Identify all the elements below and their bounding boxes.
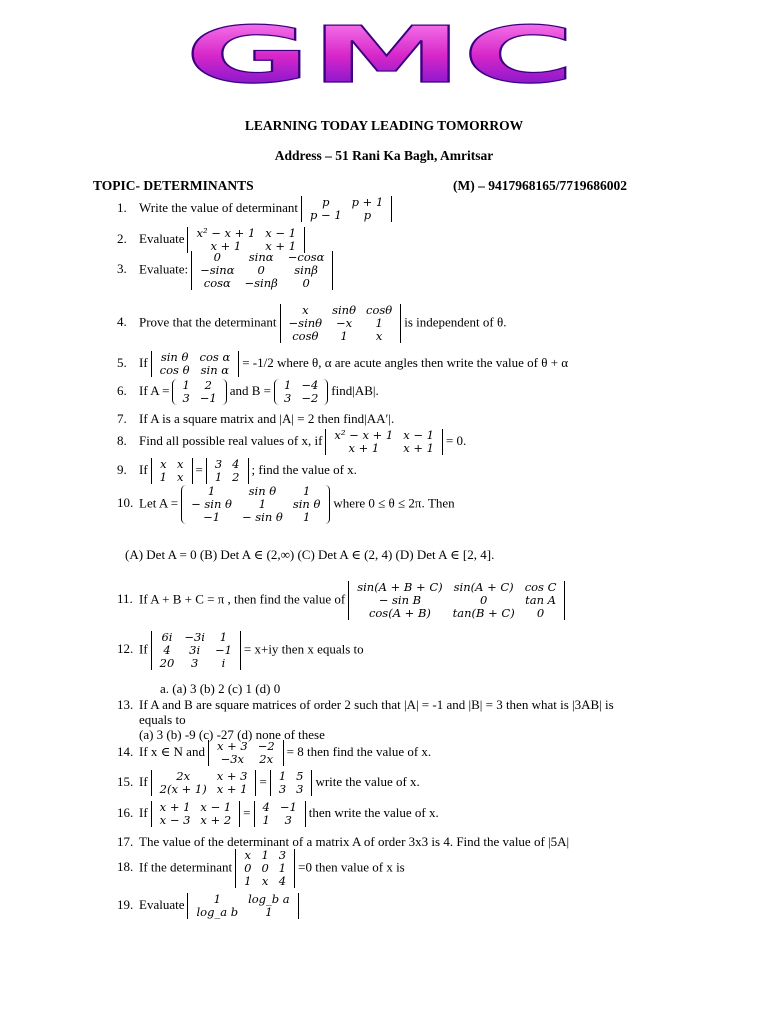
matrix-cell: 4 xyxy=(232,457,240,471)
matrix-cell: x − 1 xyxy=(200,800,232,814)
matrix-cell: 3 xyxy=(182,391,190,405)
matrix-cell: x + 1 xyxy=(403,441,434,455)
q12-options: a. (a) 3 (b) 2 (c) 1 (d) 0 xyxy=(160,681,281,696)
matrix-cell: x xyxy=(160,457,167,471)
matrix-cell: 1 xyxy=(244,873,252,888)
matrix-cell: 1 xyxy=(265,905,273,919)
matrix-cell: sinα xyxy=(248,249,274,264)
question-number: 3. xyxy=(117,260,127,276)
matrix-cell: 3 xyxy=(214,457,223,471)
determinant xyxy=(348,581,565,620)
matrix-cell: sin θ xyxy=(248,483,277,498)
question-text: If xyxy=(139,804,148,820)
matrix-cell: i xyxy=(221,655,226,670)
matrix-cell: 1 xyxy=(258,496,267,511)
matrix-cell: − sin B xyxy=(378,592,422,607)
matrix-cell: 1 xyxy=(182,378,190,392)
matrix-cell: sin(A + B + C) xyxy=(357,579,443,594)
question-text: where 0 ≤ θ ≤ 2π. Then xyxy=(333,494,455,510)
question-text: Write the value of determinant xyxy=(139,199,299,215)
address: Address – 51 Rani Ka Bagh, Amritsar xyxy=(274,148,494,163)
matrix-cell: p xyxy=(363,208,372,222)
matrix-cell: x + 1 xyxy=(348,441,380,455)
determinant xyxy=(151,801,241,827)
matrix-cell: −2 xyxy=(301,391,319,405)
matrix-cell: 1 xyxy=(302,509,311,524)
determinant xyxy=(151,351,240,377)
matrix-cell: x² − x + 1 xyxy=(334,428,394,442)
matrix-cell: 4 xyxy=(262,800,270,814)
matrix-cell: sin θ xyxy=(160,350,189,364)
matrix-cell: 5 xyxy=(296,769,304,783)
determinant xyxy=(208,740,284,766)
determinant xyxy=(235,849,295,888)
matrix-cell: x + 1 xyxy=(159,800,191,814)
matrix-cell: 2 xyxy=(232,470,240,484)
question-number: 10. xyxy=(117,494,134,510)
determinant xyxy=(151,458,193,484)
mobile-numbers: (M) – 9417968165/7719686002 xyxy=(453,178,627,193)
question-6 xyxy=(117,379,379,405)
determinant xyxy=(151,631,241,670)
matrix-cell: p − 1 xyxy=(310,208,342,222)
question-15 xyxy=(117,770,420,796)
matrix-cell: sin α xyxy=(200,363,230,377)
question-text: = x+iy then x equals to xyxy=(243,640,364,656)
question-number: 11. xyxy=(117,590,133,606)
question-number: 8. xyxy=(117,432,127,448)
q13-continuation: equals to xyxy=(139,712,186,727)
question-number: 4. xyxy=(117,313,127,329)
question-8 xyxy=(117,429,466,455)
matrix-cell: sinβ xyxy=(294,262,318,277)
matrix-cell: 4 xyxy=(163,642,171,657)
question-text: Evaluate xyxy=(139,896,185,912)
matrix-cell: 0 xyxy=(536,605,545,620)
matrix-cell: cos θ xyxy=(159,363,190,377)
matrix-cell: 3i xyxy=(189,642,201,657)
matrix-cell: 1 xyxy=(284,378,292,392)
question-2 xyxy=(117,227,308,253)
matrix xyxy=(172,379,226,405)
question-text: If xyxy=(139,640,148,656)
question-text: If xyxy=(139,354,148,370)
matrix-cell: p + 1 xyxy=(351,195,384,209)
matrix xyxy=(181,485,330,524)
question-text: then write the value of x. xyxy=(308,804,439,820)
matrix-cell: 1 xyxy=(159,470,167,484)
matrix-cell: 2(x + 1) xyxy=(159,782,207,796)
question-text: is independent of θ. xyxy=(404,313,507,329)
matrix-cell: −3i xyxy=(184,629,205,644)
question-3 xyxy=(117,251,336,290)
matrix-cell: x² − x + 1 xyxy=(196,226,256,240)
question-text: = xyxy=(195,461,203,477)
matrix-cell: 0 xyxy=(244,860,252,875)
q10-options: (A) Det A = 0 (B) Det A ∈ (2,∞) (C) Det A ∈ (2, 4) (D) Det A ∈ [2, 4]. xyxy=(125,547,495,562)
question-18 xyxy=(117,849,405,888)
question-text: If A + B + C = π , then find the value of xyxy=(139,590,346,606)
matrix-cell: −cosα xyxy=(287,249,325,264)
matrix-cell: −x xyxy=(335,315,353,330)
matrix-cell: 0 xyxy=(213,249,221,264)
matrix-cell: x + 2 xyxy=(200,813,232,827)
matrix-cell: cosα xyxy=(203,275,231,290)
question-text: The value of the determinant of a matrix A of order 3x3 is 4. Find the value of |5A| xyxy=(139,834,570,849)
matrix-cell: −sinθ xyxy=(288,315,323,330)
matrix-cell: 3 xyxy=(190,655,199,670)
question-text: Evaluate xyxy=(139,230,185,246)
q13-options: (a) 3 (b) -9 (c) -27 (d) none of these xyxy=(139,727,325,742)
question-10 xyxy=(117,485,455,524)
matrix-cell: 4 xyxy=(278,873,287,888)
matrix-cell: −1 xyxy=(214,642,232,657)
matrix-cell: x xyxy=(177,457,184,471)
question-text: Evaluate: xyxy=(139,260,189,276)
matrix-cell: x + 1 xyxy=(216,782,248,796)
matrix-cell: 1 xyxy=(207,483,216,498)
matrix-cell: 1 xyxy=(278,769,287,783)
question-number: 13. xyxy=(117,697,134,712)
question-text: If the determinant xyxy=(139,858,233,874)
question-text: write the value of x. xyxy=(315,773,420,789)
matrix-cell: 1 xyxy=(213,892,221,906)
question-number: 18. xyxy=(117,858,134,874)
question-9 xyxy=(117,458,357,484)
question-11 xyxy=(117,581,568,620)
matrix-cell: 3 xyxy=(278,782,287,796)
matrix-cell: sin θ xyxy=(292,496,321,511)
question-number: 17. xyxy=(117,834,134,849)
matrix-cell: x + 1 xyxy=(210,239,242,253)
question-number: 12. xyxy=(117,640,134,656)
matrix-cell: 0 xyxy=(261,860,269,875)
matrix-cell: 3 xyxy=(284,391,292,405)
question-text: =0 then value of x is xyxy=(298,858,405,874)
question-text: Find all possible real values of x, if xyxy=(139,432,323,448)
logo-text: GMC xyxy=(185,18,575,93)
determinant xyxy=(280,304,402,343)
matrix-cell: 1 xyxy=(302,483,311,498)
matrix-cell: x + 3 xyxy=(216,739,248,753)
matrix-cell: 1 xyxy=(375,315,383,330)
determinant xyxy=(325,429,443,455)
matrix-cell: x − 1 xyxy=(265,226,297,240)
question-1 xyxy=(117,196,395,222)
matrix-cell: 1 xyxy=(340,328,348,343)
matrix xyxy=(274,379,328,405)
matrix-cell: − sin θ xyxy=(241,509,283,524)
matrix-cell: 3 xyxy=(278,847,287,862)
question-number: 19. xyxy=(117,896,134,912)
question-text: If xyxy=(139,461,148,477)
matrix-cell: −sinβ xyxy=(244,275,278,290)
matrix-cell: 3 xyxy=(296,782,304,796)
matrix-cell: 2 xyxy=(204,378,212,392)
matrix-cell: 2x xyxy=(259,752,274,766)
tagline: LEARNING TODAY LEADING TOMORROW xyxy=(244,118,524,133)
question-text: Prove that the determinant xyxy=(139,313,277,329)
question-text: = xyxy=(243,804,251,820)
gmc-logo xyxy=(180,18,580,93)
question-16 xyxy=(117,801,439,827)
question-text: = xyxy=(259,773,267,789)
matrix-cell: cos(A + B) xyxy=(368,605,431,620)
matrix-cell: 1 xyxy=(261,847,269,862)
matrix-cell: x − 1 xyxy=(403,428,434,442)
matrix-cell: −4 xyxy=(301,378,319,392)
question-number: 2. xyxy=(117,230,127,246)
matrix-cell: −1 xyxy=(203,509,221,524)
matrix-cell: −3x xyxy=(220,752,245,766)
question-text: If x ∈ N and xyxy=(139,743,205,759)
matrix-cell: x + 3 xyxy=(216,769,248,783)
question-text: ; find the value of x. xyxy=(251,461,357,477)
question-text: If xyxy=(139,773,148,789)
matrix-cell: 1 xyxy=(219,629,228,644)
matrix-cell: cos α xyxy=(199,350,231,364)
question-number: 6. xyxy=(117,382,127,398)
matrix-cell: 6i xyxy=(161,629,173,644)
matrix-cell: 20 xyxy=(159,655,175,670)
matrix-cell: 2x xyxy=(176,769,191,783)
matrix-cell: sin(A + C) xyxy=(453,579,514,594)
matrix-cell: tan(B + C) xyxy=(452,605,515,620)
matrix-cell: 1 xyxy=(278,860,287,875)
question-number: 1. xyxy=(117,199,127,215)
question-text: If A = xyxy=(139,382,170,398)
matrix-cell: x xyxy=(244,847,252,862)
matrix-cell: 1 xyxy=(214,470,223,484)
determinant xyxy=(206,458,249,484)
matrix-cell: log_b a xyxy=(248,892,290,906)
matrix-cell: −1 xyxy=(199,391,217,405)
question-text: find|AB|. xyxy=(331,382,379,398)
matrix-cell: − sin θ xyxy=(191,496,232,511)
determinant xyxy=(151,770,257,796)
question-text: If A is a square matrix and |A| = 2 then find|AA′|. xyxy=(139,411,395,426)
matrix-cell: 0 xyxy=(302,275,310,290)
matrix-cell: 0 xyxy=(479,592,488,607)
question-text: = -1/2 where θ, α are acute angles then write the value of θ + α xyxy=(242,354,569,370)
matrix-cell: cos C xyxy=(524,579,557,594)
matrix-cell: 0 xyxy=(257,262,265,277)
question-text: = 0. xyxy=(445,432,467,448)
matrix-cell: p xyxy=(322,195,330,209)
question-17 xyxy=(117,834,569,849)
question-number: 14. xyxy=(117,743,134,759)
matrix-cell: cosθ xyxy=(366,302,393,317)
question-text: If A and B are square matrices of order 2 such that |A| = -1 and |B| = 3 then what is |3AB| is xyxy=(139,697,614,712)
topic-title: TOPIC- DETERMINANTS xyxy=(93,178,254,193)
question-number: 5. xyxy=(117,354,127,370)
question-text: and B = xyxy=(229,382,272,398)
matrix-cell: x − 3 xyxy=(159,813,191,827)
question-number: 7. xyxy=(117,411,127,426)
determinant xyxy=(191,251,333,290)
matrix-cell: x + 1 xyxy=(265,239,297,253)
question-14 xyxy=(117,740,431,766)
matrix-cell: −2 xyxy=(257,739,275,753)
matrix-cell: x xyxy=(261,873,269,888)
question-19 xyxy=(117,893,302,919)
matrix-cell: x xyxy=(375,328,383,343)
matrix-cell: log_a b xyxy=(196,905,239,919)
question-text: = 8 then find the value of x. xyxy=(286,743,432,759)
determinant xyxy=(187,893,298,919)
determinant xyxy=(254,801,306,827)
question-12 xyxy=(117,631,364,670)
matrix-cell: tan A xyxy=(525,592,556,607)
question-text: Let A = xyxy=(139,494,179,510)
matrix-cell: sinθ xyxy=(332,302,357,317)
matrix-cell: 1 xyxy=(262,813,270,827)
question-4 xyxy=(117,304,506,343)
matrix-cell: x xyxy=(302,302,309,317)
matrix-cell: −sinα xyxy=(200,262,235,277)
question-number: 9. xyxy=(117,461,127,477)
matrix-cell: −1 xyxy=(279,800,297,814)
determinant xyxy=(301,196,392,222)
question-13 xyxy=(117,697,614,712)
question-number: 15. xyxy=(117,773,134,789)
matrix-cell: 3 xyxy=(284,813,292,827)
matrix-cell: cosθ xyxy=(292,328,319,343)
question-number: 16. xyxy=(117,804,134,820)
question-5 xyxy=(117,351,568,377)
question-7 xyxy=(117,411,394,426)
determinant xyxy=(270,770,313,796)
matrix-cell: x xyxy=(177,470,184,484)
